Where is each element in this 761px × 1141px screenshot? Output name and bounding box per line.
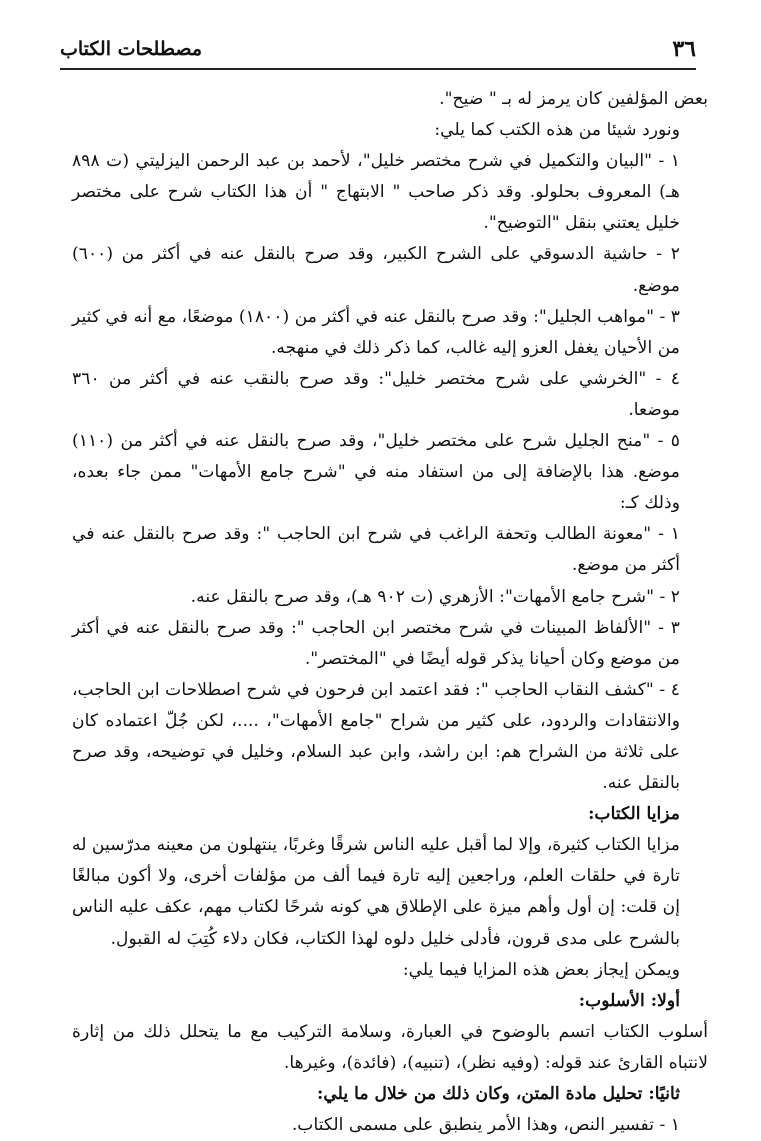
subsection-heading: ثانيًا: تحليل مادة المتن، وكان ذلك من خلال ما يلي: (316, 1084, 680, 1104)
list-item: ٥ - "منح الجليل شرح على مختصر خليل"، وقد صرح بالنقل عنه في أكثر من (١١٠) موضع. هذا بالإضافة إلى من استفاد منه في "شرح جامع الأمهات" ممن جاء بعده، وذلك كـ: (72, 431, 680, 514)
list-item: ٣ - "مواهب الجليل": وقد صرح بالنقل عنه في أكثر من (١٨٠٠) موضعًا، مع أنه في كثير من الأحيان يغفل العزو إليه غالب، كما ذكر ذلك في منهجه. (72, 306, 680, 358)
list-item: ١ - "البيان والتكميل في شرح مختصر خليل"، لأحمد بن عبد الرحمن اليزليتي (ت ٨٩٨ هـ) المعروف بحلولو. وقد ذكر صاحب " الابتهاج " أن هذا الكتاب شرح على مختصر خليل يعتني بنقل "التوضيح". (72, 151, 680, 234)
list-item: ١ - "معونة الطالب وتحفة الراغب في شرح ابن الحاجب ": وقد صرح بالنقل عنه في أكثر من موضع. (72, 524, 680, 576)
paragraph: ويمكن إيجاز بعض هذه المزايا فيما يلي: (402, 959, 680, 980)
list-item: ٤ - "الخرشي على شرح مختصر خليل": وقد صرح بالنقب عنه في أكثر من ٣٦٠ موضعا. (72, 368, 680, 420)
running-title: مصطلحات الكتاب (60, 38, 203, 60)
paragraph: ونورد شيئا من هذه الكتب كما يلي: (434, 120, 680, 141)
list-item: ٢ - حاشية الدسوقي على الشرح الكبير، وقد صرح بالنقل عنه في أكثر من (٦٠٠) موضع. (72, 244, 680, 296)
list-item: ٤ - "كشف النقاب الحاجب ": فقد اعتمد ابن فرحون في شرح اصطلاحات ابن الحاجب، والانتقادات والردود، على كثير من شراح "جامع الأمهات"، ....، لكن جُلّ اعتماده كان على ثلاثة من الشراح هم: ابن راشد، وابن عبد السلام، وخليل في توضيحه، وقد صرح بالنقل عنه. (72, 679, 680, 794)
list-item: ١ - تفسير النص، وهذا الأمر ينطبق على مسمى الكتاب. (291, 1115, 680, 1136)
list-item: ٢ - "شرح جامع الأمهات": الأزهري (ت ٩٠٢ هـ)، وقد صرح بالنقل عنه. (190, 586, 680, 607)
paragraph: مزايا الكتاب كثيرة، وإلا لما أقبل عليه الناس شرقًا وغربًا، ينتهلون من معينه مدرّسين له تارة في حلقات العلم، وراجعين إليه تارة فيما ألف من مؤلفات أخرى، ولا أكون مبالغًا إن قلت: إن أول وأهم ميزة على الإطلاق هي كونه شرحًا لكتاب مهم، عكف عليه الناس بالشرح على مدى قرون، فأدلى خليل دلوه لهذا الكتاب، فكان دلاء كُتِبَ له القبول. (72, 835, 680, 949)
section-heading: مزايا الكتاب: (588, 804, 680, 825)
page-number: ٣٦ (672, 36, 696, 62)
list-item: ٣ - "الألفاظ المبينات في شرح مختصر ابن الحاجب ": وقد صرح بالنقل عنه في أكثر من موضع وكان أحيانا يذكر قوله أيضًا في "المختصر". (72, 617, 680, 669)
paragraph: بعض المؤلفين كان يرمز له بـ " ضيح". (439, 89, 708, 109)
page-header (60, 34, 696, 70)
paragraph: أسلوب الكتاب اتسم بالوضوح في العبارة، وسلامة التركيب مع ما يتحلل ذلك من إثارة لانتباه القارئ عند قوله: (وفيه نظر)، (تنبيه)، (فائدة)، وغيرها. (72, 1021, 708, 1073)
page-body (72, 84, 708, 1141)
subsection-heading: أولا: الأسلوب: (578, 990, 680, 1011)
